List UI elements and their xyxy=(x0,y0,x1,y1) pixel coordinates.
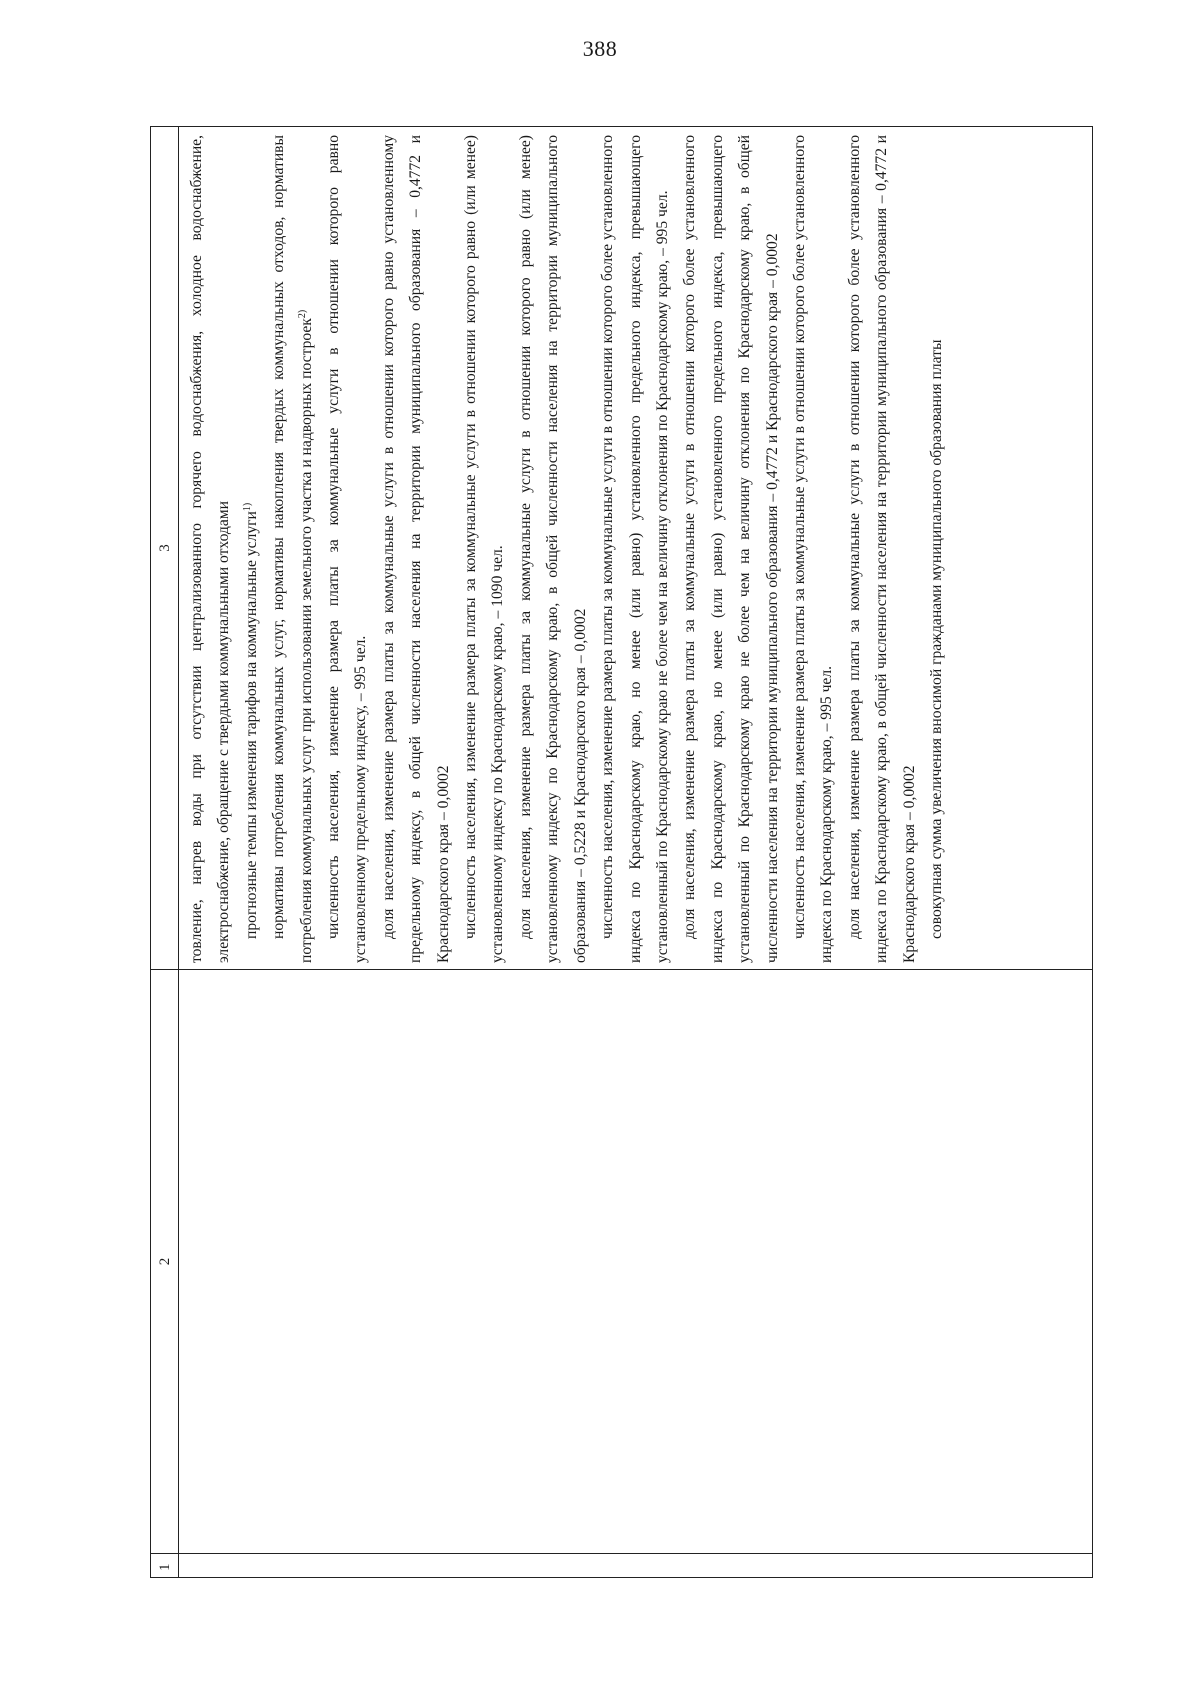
paragraph-text: доля населения, изменение размера платы за коммунальные услуги в отношении которого более установленного индекса по Краснодарскому краю, в общей численности населения на территории муниципального образования – 0,4772 и Краснодарского края – 0,0002 xyxy=(845,135,918,963)
page-number: 388 xyxy=(582,36,618,61)
header-col-3: 3 xyxy=(157,544,173,552)
paragraph-4 xyxy=(375,135,457,963)
paragraph-0 xyxy=(183,135,238,963)
paragraph-3 xyxy=(320,135,375,963)
paragraph-text: численность населения, изменение размера платы за коммунальные услуги в отношении которого равно установленному предельному индексу, – 995 чел. xyxy=(325,135,370,963)
paragraph-8 xyxy=(676,135,786,963)
paragraph-10 xyxy=(841,135,923,963)
paragraph-text: численность населения, изменение размера платы за коммунальные услуги в отношении которого равно (или менее) установленному индексу по Краснодарскому краю, – 1090 чел. xyxy=(462,135,507,963)
body-col-2 xyxy=(179,969,1092,1553)
footnote-ref: 1) xyxy=(241,502,253,512)
paragraph-11 xyxy=(923,135,950,963)
paragraph-7 xyxy=(594,135,676,963)
table-body-row xyxy=(179,127,1092,1577)
data-table xyxy=(150,126,1093,1578)
body-col-3 xyxy=(179,127,1092,969)
paragraph-6 xyxy=(512,135,594,963)
paragraph-text: прогнозные темпы изменения тарифов на коммунальные услуги xyxy=(242,511,260,939)
paragraph-1 xyxy=(238,135,265,963)
footnote-ref: 2) xyxy=(296,309,308,319)
paragraph-5 xyxy=(457,135,512,963)
paragraph-9 xyxy=(786,135,841,963)
paragraph-text: нормативы потребления коммунальных услуг, нормативы накопления твердых коммунальных отходов, нормативы потребления коммунальных услуг при использовании земельного участка и надворных построек xyxy=(270,135,315,963)
header-col-2: 2 xyxy=(151,969,178,1553)
paragraph-text: численность населения, изменение размера платы за коммунальные услуги в отношении которого более установленного индекса по Краснодарскому краю, но менее (или равно) установленного предельного индекса, превышающего установленный по Краснодарскому краю не более чем на величину отклонения по Краснодарскому краю, – 995 чел. xyxy=(599,135,671,963)
paragraph-text: доля населения, изменение размера платы за коммунальные услуги в отношении которого более установленного индекса по Краснодарскому краю, но менее (или равно) установленного предельного индекса, превышающего установленный по Краснодарскому краю не более чем на величину отклонения по Краснодарскому краю, в общей численности населения на территории муниципального образования – 0,4772 и Краснодарского края – 0,0002 xyxy=(681,135,781,963)
paragraph-text: совокупная сумма увеличения вносимой гражданами муниципального образования платы xyxy=(927,339,945,939)
paragraph-text: численность населения, изменение размера платы за коммунальные услуги в отношении которого более установленного индекса по Краснодарскому краю, – 995 чел. xyxy=(790,135,836,963)
paragraph-text: доля населения, изменение размера платы за коммунальные услуги в отношении которого равно (или менее) установленному индексу по Краснодарскому краю, в общей численности населения на территории муниципального образования – 0,5228 и Краснодарского края – 0,0002 xyxy=(516,135,589,963)
paragraph-text: доля населения, изменение размера платы за коммунальные услуги в отношении которого равно установленному предельному индексу, в общей численности населения на территории муниципального образования – 0,4772 и Краснодарского края – 0,0002 xyxy=(379,135,452,963)
table-header-row xyxy=(151,127,179,1577)
paragraph-text: товление, нагрев воды при отсутствии централизованного горячего водоснабжения, холодное водоснабжение, электроснабжение, обращение с твердыми коммунальными отходами xyxy=(188,135,233,963)
paragraph-2 xyxy=(265,135,320,963)
header-col-1: 1 xyxy=(151,1553,178,1577)
body-col-1 xyxy=(179,1553,1092,1577)
